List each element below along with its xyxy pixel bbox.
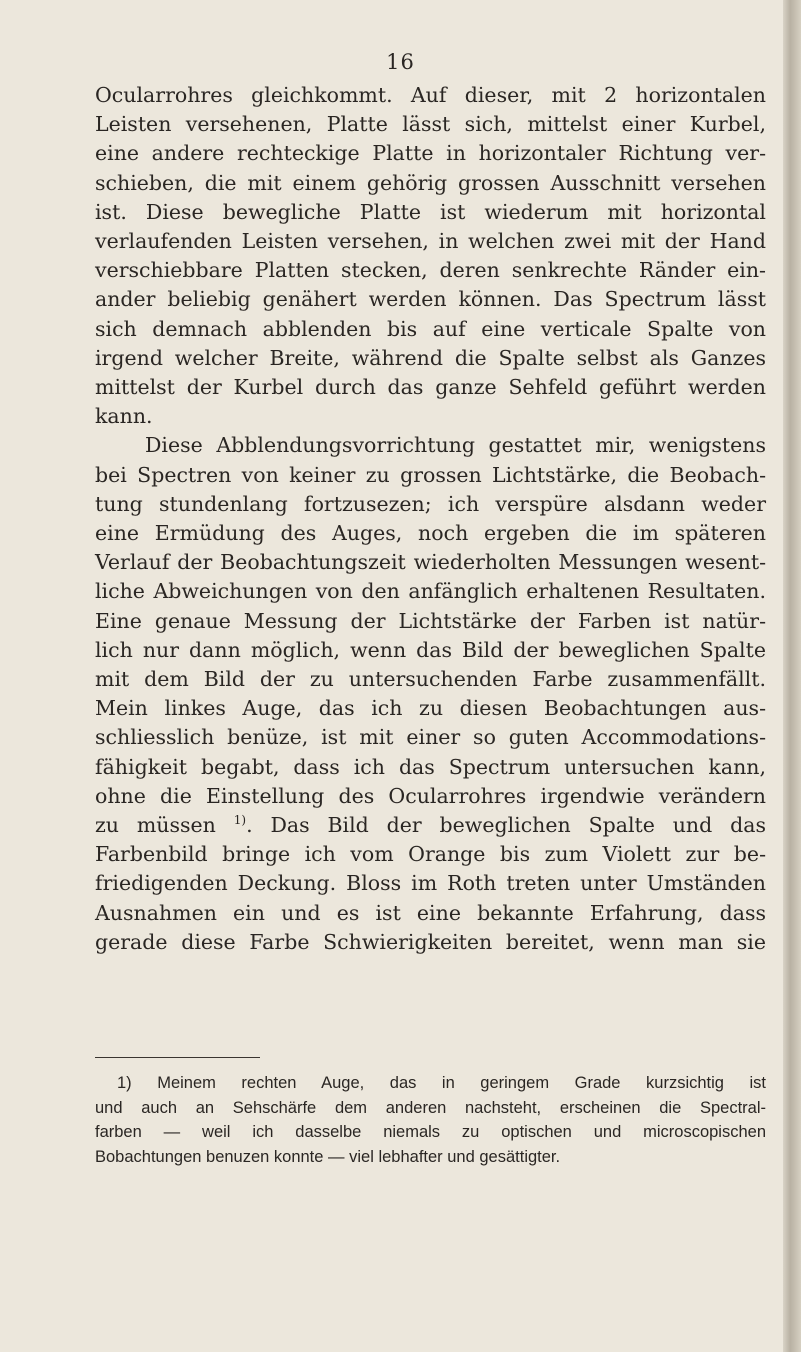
text-line: Diese Abblendungsvorrichtung gestattet mir, wenigstens [145,433,766,458]
text-line: mit dem Bild der zu untersuchenden Farbe zusammenfällt. [95,667,766,692]
text-line: irgend welcher Breite, während die Spalte selbst als Ganzes [95,345,766,370]
text-line: fähigkeit begabt, dass ich das Spectrum untersuchen kann, [95,754,766,779]
text-line: friedigenden Deckung. Bloss im Roth treten unter Umständen [95,871,766,896]
text-line: eine Ermüdung des Auges, noch ergeben die im späteren [95,521,766,546]
text-line: Verlauf der Beobachtungszeit wiederholten Messungen wesent- [95,550,766,575]
text-line: schliesslich benüze, ist mit einer so guten Accommodations- [95,725,766,750]
text-line: tung stundenlang fortzusezen; ich verspüre alsdann weder [95,491,766,516]
text-line: gerade diese Farbe Schwierigkeiten bereitet, wenn man sie [95,929,766,954]
text-line: Eine genaue Messung der Lichtstärke der Farben ist natür- [95,608,766,633]
text-fragment: Das Bild der beweglichen Spalte und das [270,813,766,838]
text-line: liche Abweichungen von den anfänglich erhaltenen Resultaten. [95,579,766,604]
body-text [95,81,766,957]
text-line: Mein linkes Auge, das ich zu diesen Beobachtungen aus- [95,696,766,721]
text-line: kann. [95,404,153,429]
footnote-line: farben — weil ich dasselbe niemals zu optischen und microscopischen [95,1123,766,1141]
text-line: schieben, die mit einem gehörig grossen Ausschnitt versehen [95,170,766,195]
text-fragment: zu müssen [95,813,216,838]
footnote-line: Bobachtungen benuzen konnte — viel lebhafter und gesättigter. [95,1147,561,1166]
text-line: Ausnahmen ein und es ist eine bekannte Erfahrung, dass [95,900,766,925]
text-line: Farbenbild bringe ich vom Orange bis zum Violett zur be- [95,842,766,867]
text-line: ist. Diese bewegliche Platte ist wiederum mit horizontal [95,199,766,224]
footnote-line: 1) Meinem rechten Auge, das in geringem Grade kurzsichtig ist [117,1074,766,1092]
text-line: Leisten versehenen, Platte lässt sich, mittelst einer Kurbel, [95,112,766,137]
text-line: Ocularrohres gleichkommt. Auf dieser, mit 2 horizontalen [95,83,766,107]
text-line: ohne die Einstellung des Ocularrohres irgendwie verändern [95,783,766,808]
text-line: bei Spectren von keiner zu grossen Lichtstärke, die Beobach- [95,462,766,487]
page-number: 16 [386,50,415,74]
footnote-divider [95,1057,260,1058]
text-line-with-footnote: zu müssen $^{1)}$. Das Bild der beweglichen Spalte und das [95,813,766,838]
text-line: verlaufenden Leisten versehen, in welchen zwei mit der Hand [95,229,766,254]
footnote-line: und auch an Sehschärfe dem anderen nachsteht, erscheinen die Spectral- [95,1098,766,1117]
text-line: verschiebbare Platten stecken, deren senkrechte Ränder ein- [95,258,766,283]
text-line: lich nur dann möglich, wenn das Bild der beweglichen Spalte [95,637,766,662]
footnote-block [95,1071,766,1169]
page-gutter-shadow [783,0,801,1352]
text-line: mittelst der Kurbel durch das ganze Sehfeld geführt werden [95,375,766,400]
text-line: ander beliebig genähert werden können. Das Spectrum lässt [95,287,766,312]
text-line: sich demnach abblenden bis auf eine verticale Spalte von [95,316,766,341]
text-line: eine andere rechteckige Platte in horizontaler Richtung ver- [95,141,766,166]
footnote-reference: 1) [233,813,247,828]
